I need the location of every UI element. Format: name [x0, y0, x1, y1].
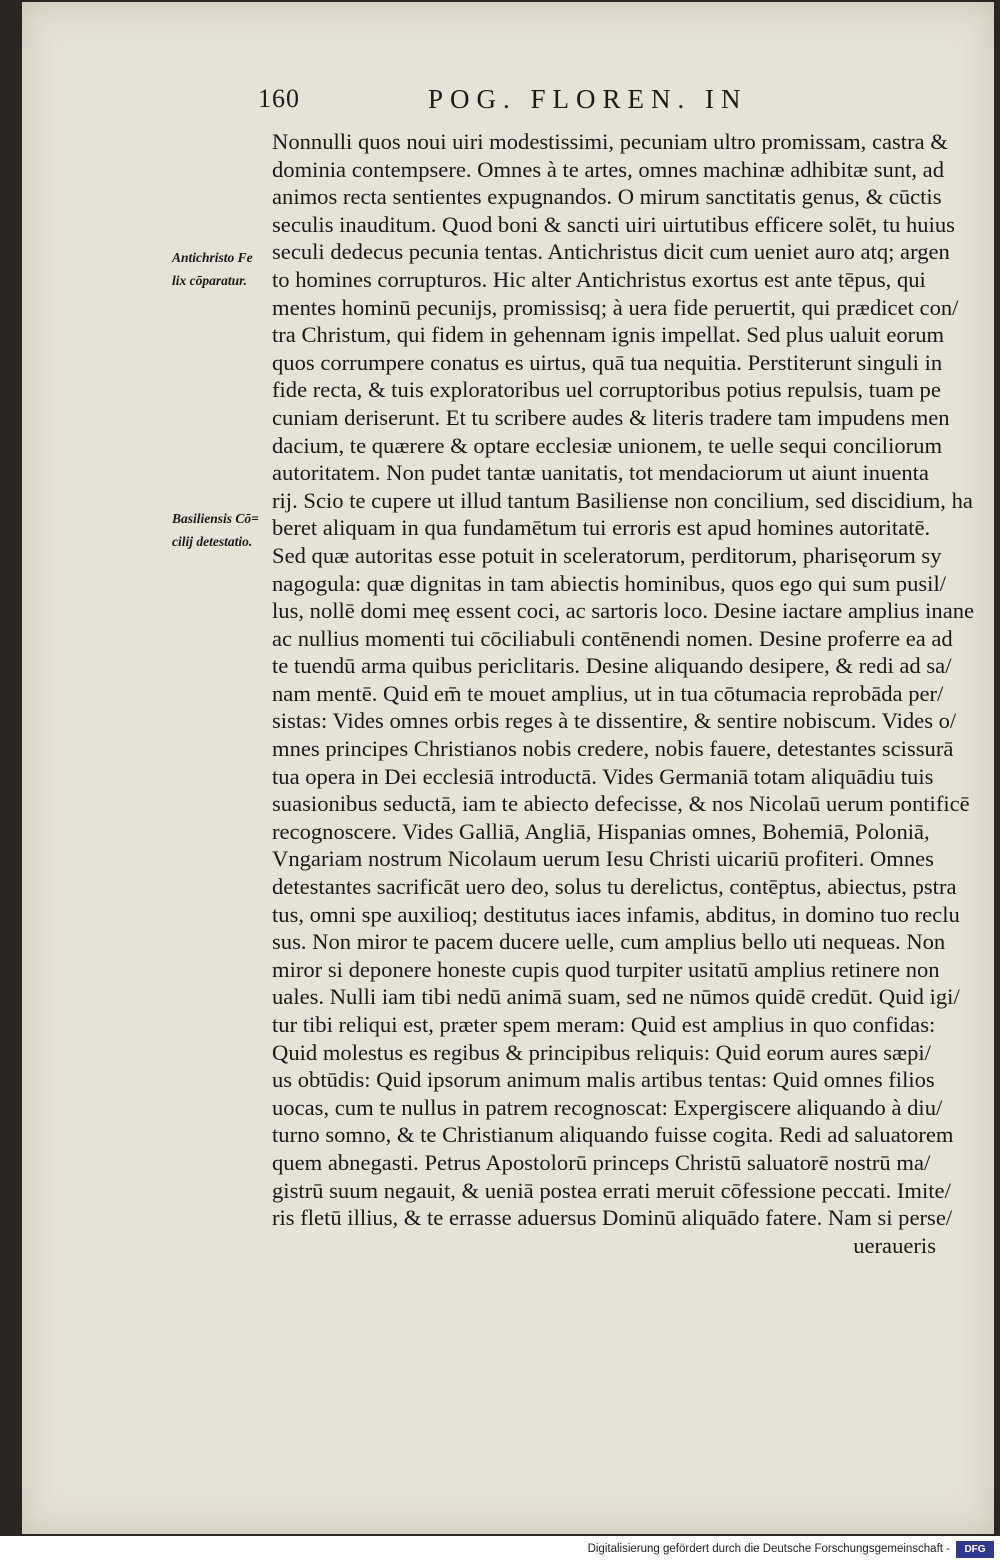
main-text-block	[272, 128, 975, 1259]
text-line: mnes principes Christianos nobis credere, nobis fauere, detestantes scissurā	[272, 736, 954, 762]
text-line: ac nullius momenti tui cōciliabuli contēnendi nomen. Desine proferre ea ad	[272, 625, 953, 651]
text-line: quem abnegasti. Petrus Apostolorū princeps Christū saluatorē nostrū ma/	[272, 1149, 931, 1175]
margin-note-line: cilij detestatio.	[172, 534, 253, 549]
text-line: tur tibi reliqui est, præter spem meram: Quid est amplius in quo confidas:	[272, 1012, 936, 1037]
text-line: autoritatem. Non pudet tantæ uanitatis, tot mendaciorum ut aiunt inuenta	[272, 460, 929, 486]
text-line: nagogula: quæ dignitas in tam abiectis hominibus, quos ego qui sum pusil/	[272, 570, 947, 596]
dfg-logo-icon: DFG	[956, 1541, 994, 1558]
text-line: te tuendū arma quibus periclitaris. Desine aliquando desipere, & redi ad sa/	[272, 653, 952, 679]
text-line: uocas, cum te nullus in patrem recognoscat: Expergiscere aliquando à diu/	[272, 1094, 943, 1120]
margin-note-line: Antichristo Fe	[172, 250, 253, 265]
text-line: beret aliquam in qua fundamētum tui erroris est apud homines autoritatē.	[272, 515, 931, 541]
text-line: seculis inauditum. Quod boni & sancti uiri uirtutibus efficere solēt, tu huius	[272, 211, 955, 237]
text-line: lus, nollē domi meę essent coci, ac sartoris loco. Desine iactare amplius inane	[272, 598, 975, 624]
text-line: fide recta, & tuis exploratoribus uel corruptoribus potius repulsis, tuam pe	[272, 377, 941, 403]
text-line: rij. Scio te cupere ut illud tantum Basiliense non concilium, sed discidium, ha	[272, 487, 973, 513]
text-line: turno somno, & te Christianum aliquando fuisse cogita. Redi ad saluatorem	[272, 1122, 954, 1148]
text-line: uales. Nulli iam tibi nedū animā suam, sed ne nūmos quidē credūt. Quid igi/	[272, 984, 960, 1010]
text-line: recognoscere. Vides Galliā, Angliā, Hispanias omnes, Bohemiā, Poloniā,	[272, 818, 930, 844]
text-line: mentes hominū pecunijs, promissisq; à uera fide peruertit, qui prædicet con/	[272, 294, 959, 320]
footer-bar	[0, 1536, 1000, 1564]
text-line: us obtūdis: Quid ipsorum animum malis artibus tentas: Quid omnes filios	[272, 1067, 935, 1093]
text-line: Vngariam nostrum Nicolaum uerum Iesu Christi uicariū profiteri. Omnes	[272, 846, 934, 872]
text-line: miror si deponere honeste cupis quod turpiter usitatū amplius retinere non	[272, 956, 940, 982]
catchword: ueraueris	[853, 1232, 936, 1258]
text-line: Quid molestus es regibus & principibus reliquis: Quid eorum aures sæpi/	[272, 1039, 931, 1065]
text-line: to homines corrupturos. Hic alter Antichristus exortus est ante tēpus, qui	[272, 266, 926, 292]
text-line: dominia contempsere. Omnes à te artes, omnes machinæ adhibitæ sunt, ad	[272, 156, 945, 182]
text-line: tua opera in Dei ecclesiā introductā. Vides Germaniā totam aliquādiu tuis	[272, 763, 934, 789]
page-header	[258, 84, 958, 122]
text-line: cuniam deriserunt. Et tu scribere audes & literis tradere tam impudens men	[272, 404, 950, 430]
margin-note-basiliensis	[172, 507, 272, 553]
text-line: tra Christum, qui fidem in gehennam ignis impellat. Sed plus ualuit eorum	[272, 322, 945, 348]
text-line: Nonnulli quos noui uiri modestissimi, pecuniam ultro promissam, castra &	[272, 129, 948, 154]
text-line: detestantes sacrificāt uero deo, solus tu derelictus, contēptus, abiectus, pstra	[272, 874, 957, 900]
text-line: gistrū suum negauit, & ueniā postea errati meruit cōfessione peccati. Imite/	[272, 1177, 951, 1203]
text-line: Sed quæ autoritas esse potuit in sceleratorum, perditorum, pharisęorum sy	[272, 542, 942, 568]
running-head: POG. FLOREN. IN	[428, 84, 748, 114]
text-line: ris fletū illius, & te errasse aduersus Dominū aliquādo fatere. Nam si perse/	[272, 1205, 953, 1231]
margin-note-antichristo	[172, 246, 272, 292]
funding-credit: Digitalisierung gefördert durch die Deutsche Forschungsgemeinschaft -	[587, 1543, 950, 1555]
text-line: tus, omni spe auxilioq; destitutus iaces infamis, abditus, in domino tuo reclu	[272, 901, 960, 927]
margin-note-line: lix cōparatur.	[172, 273, 248, 288]
text-line: animos recta sentientes expugnandos. O mirum sanctitatis genus, & cūctis	[272, 184, 942, 210]
text-line: sus. Non miror te pacem ducere uelle, cum amplius bello uti nequeas. Non	[272, 929, 946, 955]
text-line: seculi dedecus pecunia tentas. Antichristus dicit cum ueniet auro atq; argen	[272, 239, 950, 265]
text-line: quos corrumpere conatus es uirtus, quā tua nequitia. Perstiterunt singuli in	[272, 349, 943, 375]
text-line: sistas: Vides omnes orbis reges à te dissentire, & sentire nobiscum. Vides o/	[272, 708, 957, 734]
margin-note-line: Basiliensis Cō=	[172, 511, 259, 526]
text-line: nam mentē. Quid em̄ te mouet amplius, ut in tua cōtumacia reprobāda per/	[272, 680, 944, 706]
text-line: suasionibus seductā, iam te abiecto defecisse, & nos Nicolaū uerum pontificē	[272, 791, 970, 817]
text-line: dacium, te quærere & optare ecclesiæ unionem, te uelle sequi conciliorum	[272, 432, 943, 458]
page-number: 160	[258, 84, 300, 113]
